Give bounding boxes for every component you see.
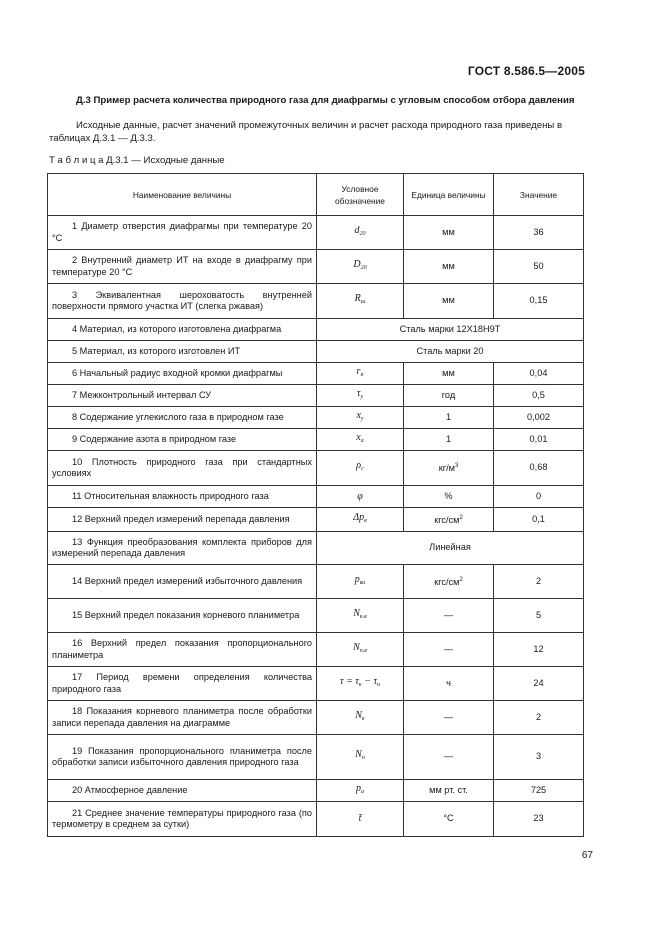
symbol-cell [317, 667, 404, 701]
value-cell: 0,15 [494, 284, 584, 319]
row-name-cell: 5 Материал, из которого изготовлен ИТ [48, 341, 317, 363]
value-cell: 2 [494, 565, 584, 599]
symbol-subscript: с [361, 466, 364, 473]
symbol-main: t̄ [358, 813, 362, 825]
row-name-cell: 13 Функция преобразования комплекта приборов для измерений перепада давления [48, 532, 317, 565]
row-name-cell: 10 Плотность природного газа при стандартных условиях [48, 451, 317, 486]
row-name-cell: 12 Верхний предел измерений перепада давления [48, 508, 317, 532]
unit-text: 1 [445, 411, 452, 422]
standard-code: ГОСТ 8.586.5—2005 [467, 64, 585, 78]
unit-text: — [443, 643, 454, 654]
symbol-main: D [353, 258, 361, 270]
symbol-main-2: − τ [361, 675, 378, 687]
symbol-main: φ [357, 490, 363, 502]
table-row [48, 735, 584, 780]
symbol-cell [317, 363, 404, 385]
symbol-subscript: 20 [359, 230, 366, 237]
unit-cell [404, 250, 494, 284]
value-cell: 0,01 [494, 429, 584, 451]
unit-text: кгс/см [434, 576, 460, 587]
symbol-main: N [355, 749, 362, 761]
value-cell: 0,68 [494, 451, 584, 486]
value-cell: 23 [494, 802, 584, 837]
row-name-cell: 2 Внутренний диаметр ИТ на входе в диафрагму при температуре 20 °С [48, 250, 317, 284]
unit-cell [404, 565, 494, 599]
unit-cell [404, 780, 494, 802]
table-row [48, 701, 584, 735]
unit-text: — [443, 609, 454, 620]
unit-text: год [441, 389, 456, 400]
row-name-cell: 20 Атмосферное давление [48, 780, 317, 802]
row-name-cell: 17 Период времени определения количества природного газа [48, 667, 317, 701]
symbol-main: p [354, 573, 360, 585]
unit-cell [404, 701, 494, 735]
unit-cell [404, 216, 494, 250]
table-row [48, 508, 584, 532]
table-row [48, 284, 584, 319]
merged-value-cell: Сталь марки 20 [317, 341, 584, 363]
unit-cell [404, 429, 494, 451]
symbol-subscript: п.в [359, 647, 367, 654]
symbol-subscript: в [364, 517, 367, 524]
section-intro: Исходные данные, расчет значений промежуточных величин и расчет расхода природного газа приведены в таблицах Д.3.1 — Д.3.3. [49, 120, 563, 144]
symbol-main: x [356, 431, 361, 443]
value-cell: 2 [494, 701, 584, 735]
symbol-cell [317, 407, 404, 429]
symbol-subscript: а [360, 437, 364, 444]
table-row [48, 565, 584, 599]
symbol-main: N [353, 641, 360, 653]
row-name-cell: 9 Содержание азота в природном газе [48, 429, 317, 451]
table-row [48, 385, 584, 407]
symbol-main: R [354, 293, 361, 305]
value-cell: 0,1 [494, 508, 584, 532]
symbol-cell [317, 599, 404, 633]
symbol-subscript: у [360, 415, 364, 422]
row-name-cell: 21 Среднее значение температуры природного газа (по термометру в среднем за сутки) [48, 802, 317, 837]
symbol-main: d [354, 224, 360, 236]
symbol-cell [317, 508, 404, 532]
row-name-cell: 1 Диаметр отверстия диафрагмы при температуре 20 °С [48, 216, 317, 250]
unit-superscript: 3 [454, 463, 459, 470]
symbol-cell [317, 429, 404, 451]
value-cell: 3 [494, 735, 584, 780]
unit-cell [404, 486, 494, 508]
symbol-main: N [355, 709, 362, 721]
unit-text: 1 [445, 433, 452, 444]
symbol-subscript: ш [360, 299, 366, 306]
source-data-table [47, 173, 584, 837]
row-name-cell: 7 Межконтрольный интервал СУ [48, 385, 317, 407]
table-row [48, 341, 584, 363]
table-row [48, 780, 584, 802]
row-name-cell: 14 Верхний предел измерений избыточного давления [48, 565, 317, 599]
unit-text: ч [446, 677, 451, 688]
value-cell: 0,002 [494, 407, 584, 429]
value-cell: 0,5 [494, 385, 584, 407]
symbol-main: p [356, 782, 361, 794]
header-name: Наименование величины [48, 174, 317, 216]
row-name-cell: 16 Верхний предел показания пропорционального планиметра [48, 633, 317, 667]
symbol-subscript-2: н [377, 681, 381, 688]
symbol-main: τ = τ [339, 675, 359, 687]
table-row [48, 633, 584, 667]
table-row [48, 250, 584, 284]
symbol-main: τ [356, 387, 361, 399]
merged-value-cell: Сталь марки 12Х18Н9Т [317, 319, 584, 341]
value-cell: 0,04 [494, 363, 584, 385]
table-row [48, 802, 584, 837]
table-row [48, 429, 584, 451]
value-cell: 725 [494, 780, 584, 802]
symbol-main: Δp [353, 511, 365, 523]
unit-superscript: 2 [459, 576, 463, 583]
symbol-main: N [353, 607, 360, 619]
symbol-main: r [356, 365, 361, 377]
value-cell: 36 [494, 216, 584, 250]
symbol-subscript: к [358, 681, 362, 688]
symbol-cell [317, 633, 404, 667]
unit-cell [404, 599, 494, 633]
row-name-cell: 8 Содержание углекислого газа в природном газе [48, 407, 317, 429]
symbol-cell [317, 780, 404, 802]
unit-text: — [443, 751, 454, 762]
table-row [48, 216, 584, 250]
table-row [48, 667, 584, 701]
unit-text: — [443, 711, 454, 722]
unit-cell [404, 667, 494, 701]
row-name-cell: 15 Верхний предел показания корневого планиметра [48, 599, 317, 633]
symbol-cell [317, 216, 404, 250]
table-row [48, 599, 584, 633]
table-row [48, 319, 584, 341]
symbol-subscript: к [361, 715, 365, 722]
table-row [48, 451, 584, 486]
page-number: 67 [581, 850, 593, 861]
section-heading: Д.3 Пример расчета количества природного газа для диафрагмы с угловым способом отбора давления [76, 95, 575, 106]
row-name-cell: 4 Материал, из которого изготовлена диафрагма [48, 319, 317, 341]
symbol-main: x [356, 409, 361, 421]
unit-cell [404, 633, 494, 667]
table-caption: Т а б л и ц а Д.3.1 — Исходные данные [49, 155, 225, 166]
value-cell: 50 [494, 250, 584, 284]
unit-cell [404, 508, 494, 532]
header-unit: Единица величины [404, 174, 494, 216]
unit-cell [404, 451, 494, 486]
symbol-cell [317, 385, 404, 407]
unit-cell [404, 385, 494, 407]
table-row [48, 532, 584, 565]
unit-cell [404, 284, 494, 319]
row-name-cell: 6 Начальный радиус входной кромки диафрагмы [48, 363, 317, 385]
row-name-cell: 18 Показания корневого планиметра после обработки записи перепада давления на диаграмме [48, 701, 317, 735]
unit-text: °С [443, 813, 454, 824]
symbol-subscript: у [360, 393, 364, 400]
symbol-cell [317, 565, 404, 599]
unit-text: мм [442, 226, 455, 237]
unit-text: % [444, 490, 453, 501]
symbol-cell [317, 284, 404, 319]
unit-cell [404, 407, 494, 429]
symbol-cell [317, 735, 404, 780]
symbol-subscript: ви [359, 579, 366, 586]
symbol-cell [317, 802, 404, 837]
unit-text: кгс/см [434, 514, 460, 525]
unit-cell [404, 735, 494, 780]
row-name-cell: 3 Эквивалентная шероховатость внутренней поверхности прямого участка ИТ (слегка ржавая) [48, 284, 317, 319]
unit-text: мм [442, 367, 455, 378]
row-name-cell: 19 Показания пропорционального планиметра после обработки записи избыточного давления природного газа [48, 735, 317, 780]
symbol-cell [317, 451, 404, 486]
symbol-cell [317, 250, 404, 284]
symbol-subscript: н [360, 371, 364, 378]
unit-text: кг/м [438, 463, 455, 474]
value-cell: 5 [494, 599, 584, 633]
unit-text: мм рт. ст. [429, 784, 468, 795]
symbol-subscript: к.в [359, 613, 367, 620]
table-row [48, 486, 584, 508]
value-cell: 24 [494, 667, 584, 701]
table-row [48, 407, 584, 429]
table-row [48, 363, 584, 385]
symbol-subscript: п [361, 755, 365, 762]
unit-cell [404, 802, 494, 837]
header-symbol: Условное обозначение [317, 174, 404, 216]
symbol-main: ρ [356, 460, 362, 472]
unit-superscript: 2 [459, 514, 463, 521]
symbol-cell [317, 701, 404, 735]
unit-text: мм [442, 295, 455, 306]
value-cell: 0 [494, 486, 584, 508]
unit-text: мм [442, 260, 455, 271]
symbol-subscript: 20 [360, 264, 367, 271]
value-cell: 12 [494, 633, 584, 667]
symbol-subscript: а [361, 788, 364, 795]
merged-value-cell: Линейная [317, 532, 584, 565]
table-header-row [48, 174, 584, 216]
unit-cell [404, 363, 494, 385]
row-name-cell: 11 Относительная влажность природного газа [48, 486, 317, 508]
symbol-cell [317, 486, 404, 508]
header-value: Значение [494, 174, 584, 216]
